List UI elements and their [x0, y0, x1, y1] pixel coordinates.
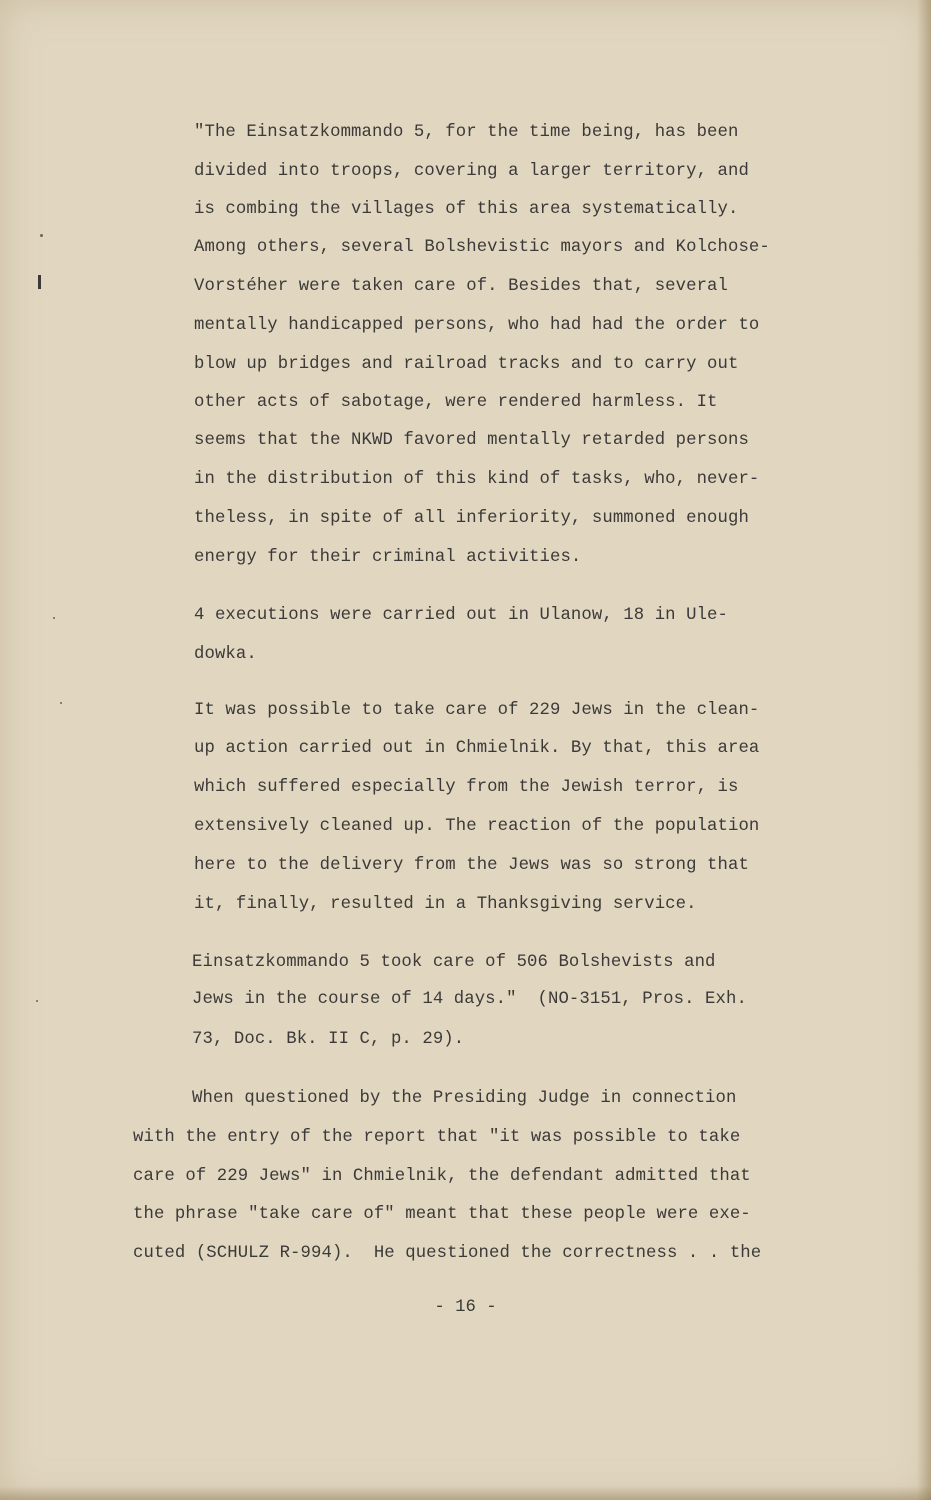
text-line: "The Einsatzkommando 5, for the time being, has been	[194, 123, 739, 142]
text-line: with the entry of the report that "it was possible to take	[133, 1128, 741, 1147]
margin-speck	[53, 617, 55, 619]
text-line: seems that the NKWD favored mentally retarded persons	[194, 431, 749, 450]
text-line: theless, in spite of all inferiority, summoned enough	[194, 509, 749, 528]
text-line: Among others, several Bolshevistic mayors and Kolchose-	[194, 238, 770, 257]
text-line: the phrase "take care of" meant that these people were exe-	[133, 1205, 751, 1224]
text-line: up action carried out in Chmielnik. By that, this area	[194, 739, 760, 758]
page-number: - 16 -	[434, 1298, 497, 1317]
text-line: mentally handicapped persons, who had had the order to	[194, 316, 760, 335]
text-line: Vorstéher were taken care of. Besides that, several	[194, 277, 728, 296]
text-line: in the distribution of this kind of tasks, who, never-	[194, 470, 760, 489]
margin-speck	[40, 234, 43, 237]
text-line: care of 229 Jews" in Chmielnik, the defendant admitted that	[133, 1167, 751, 1186]
margin-tick-mark	[38, 275, 41, 289]
text-line: extensively cleaned up. The reaction of the population	[194, 817, 760, 836]
margin-speck	[36, 1000, 38, 1002]
text-line: divided into troops, covering a larger territory, and	[194, 162, 749, 181]
text-line: When questioned by the Presiding Judge in connection	[192, 1089, 737, 1108]
text-line: cuted (SCHULZ R-994). He questioned the correctness . . the	[133, 1244, 762, 1263]
text-line: blow up bridges and railroad tracks and to carry out	[194, 355, 739, 374]
text-line: Jews in the course of 14 days." (NO-3151, Pros. Exh.	[192, 990, 747, 1009]
text-line: 73, Doc. Bk. II C, p. 29).	[192, 1030, 465, 1049]
text-line: other acts of sabotage, were rendered harmless. It	[194, 393, 718, 412]
text-line: It was possible to take care of 229 Jews in the clean-	[194, 701, 760, 720]
margin-speck	[60, 702, 62, 704]
text-line: energy for their criminal activities.	[194, 548, 582, 567]
page-edge-shadow-bottom	[0, 1486, 931, 1500]
text-line: dowka.	[194, 645, 257, 664]
text-line: which suffered especially from the Jewish terror, is	[194, 778, 739, 797]
text-line: Einsatzkommando 5 took care of 506 Bolshevists and	[192, 953, 716, 972]
text-line: 4 executions were carried out in Ulanow, 18 in Ule-	[194, 606, 728, 625]
page-edge-shadow-right	[917, 0, 931, 1500]
text-line: here to the delivery from the Jews was so strong that	[194, 856, 749, 875]
text-line: is combing the villages of this area systematically.	[194, 200, 739, 219]
text-line: it, finally, resulted in a Thanksgiving service.	[194, 895, 697, 914]
